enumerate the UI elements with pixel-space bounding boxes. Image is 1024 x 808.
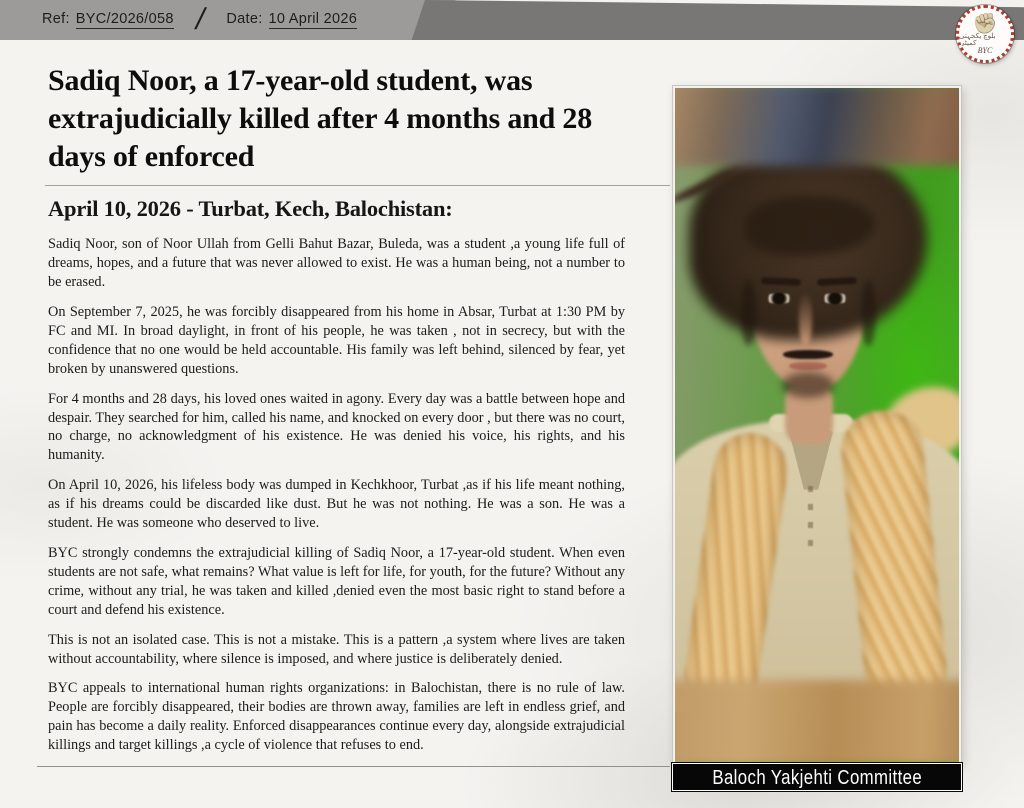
letterhead-meta (42, 0, 357, 40)
victim-portrait (675, 88, 959, 762)
slash-divider: / (192, 3, 208, 36)
date-label: Date: (226, 11, 263, 27)
paragraph: For 4 months and 28 days, his loved ones waited in agony. Every day was a battle between hope and despair. They searched for him, called his name, and knocked on every door , but there was no court, no charge, no acknowledgment of his existence. He was denied his voice, his rights, and his humanity. (48, 390, 625, 464)
footer-divider (37, 766, 670, 767)
photo-caption-bar (672, 763, 962, 791)
headline-divider (45, 185, 670, 186)
press-release-body (48, 62, 625, 767)
letterhead-bar (0, 0, 1024, 40)
victim-photo (673, 86, 961, 764)
paragraph: BYC strongly condemns the extrajudicial killing of Sadiq Noor, a 17-year-old student. When even students are not safe, what remains? What value is left for life, for youth, for the future? Without any crime, without any trial, he was taken and killed ,denied even the most basic right to stand before a court and defend his existence. (48, 544, 625, 618)
raised-fist-icon: ✊ (972, 12, 998, 35)
body-copy (48, 235, 625, 755)
date-field (226, 11, 357, 29)
logo-script-text: بلوچ یکجہتی کمیٹی (959, 31, 996, 47)
logo-acronym: BYC (977, 45, 993, 55)
byc-logo (956, 5, 1014, 63)
headline: Sadiq Noor, a 17-year-old student, was extrajudicially killed after 4 months and 28 days of enforced (48, 64, 592, 174)
paragraph: BYC appeals to international human rights organizations: in Balochistan, there is no rule of law. People are forcibly disappeared, their bodies are thrown away, families are left in endless grief, and pain has become a daily reality. Enforced disappearances continue every day, alongside extrajudicial killings and target killings ,a cycle of violence that refuses to end. (48, 680, 625, 754)
reference-value: BYC/2026/058 (75, 11, 174, 27)
reference-field (42, 11, 174, 29)
dateline: April 10, 2026 - Turbat, Kech, Balochistan: (48, 196, 453, 222)
photo-caption-text: Baloch Yakjehti Committee (712, 764, 922, 789)
paragraph: This is not an isolated case. This is not a mistake. This is a pattern ,a system where lives are taken without accountability, where silence is imposed, and where justice is deliberately denied. (48, 631, 625, 667)
paragraph: Sadiq Noor, son of Noor Ullah from Gelli Bahut Bazar, Buleda, was a student ,a young life full of dreams, hopes, and a future that was never allowed to exist. He was a human being, not a number to be erased. (48, 236, 625, 291)
reference-label: Ref: (42, 11, 70, 27)
paragraph: On September 7, 2025, he was forcibly disappeared from his home in Absar, Turbat at 1:30 PM by FC and MI. In broad daylight, in front of his people, he was taken , not in secrecy, but with the confidence that no one would be held accountable. His family was left behind, silenced by fear, yet broken by unanswered questions. (48, 304, 625, 377)
paragraph: On April 10, 2026, his lifeless body was dumped in Kechkhoor, Turbat ,as if his life meant nothing, as if his dreams could be discarded like dust. But he was not nothing. He was a son. He was a student. He was someone who deserved to live. (48, 477, 625, 532)
date-value: 10 April 2026 (268, 11, 358, 27)
